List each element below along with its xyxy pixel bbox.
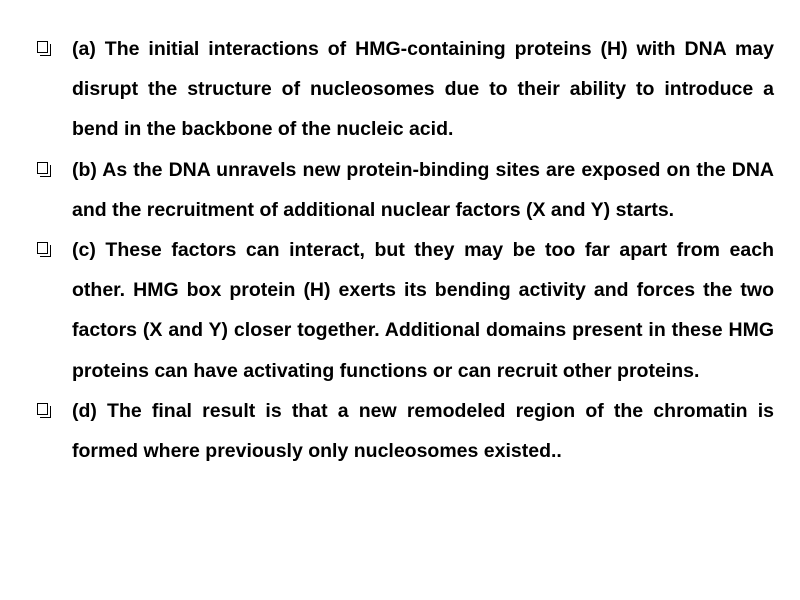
square-bullet-icon [37,41,48,53]
square-bullet-icon [37,162,48,174]
bullet-list [36,29,774,471]
bullet-item-a [36,29,774,150]
bullet-item-c [36,230,774,391]
bullet-text-c: (c) These factors can interact, but they may be too far apart from each other. HMG box protein (H) exerts its bending activity and forces the two factors (X and Y) closer together. Additional domains present in these HMG proteins can have activating functions or can recruit other proteins. [72,239,774,382]
bullet-item-b [36,150,774,230]
square-bullet-icon [37,242,48,254]
square-bullet-icon [37,403,48,415]
bullet-text-a: (a) The initial interactions of HMG-containing proteins (H) with DNA may disrupt the structure of nucleosomes due to their ability to introduce a bend in the backbone of the nucleic acid. [72,38,774,141]
bullet-item-d [36,391,774,471]
bullet-text-b: (b) As the DNA unravels new protein-binding sites are exposed on the DNA and the recruitment of additional nuclear factors (X and Y) starts. [72,158,774,221]
bullet-text-d: (d) The final result is that a new remodeled region of the chromatin is formed where previously only nucleosomes existed.. [72,399,774,463]
